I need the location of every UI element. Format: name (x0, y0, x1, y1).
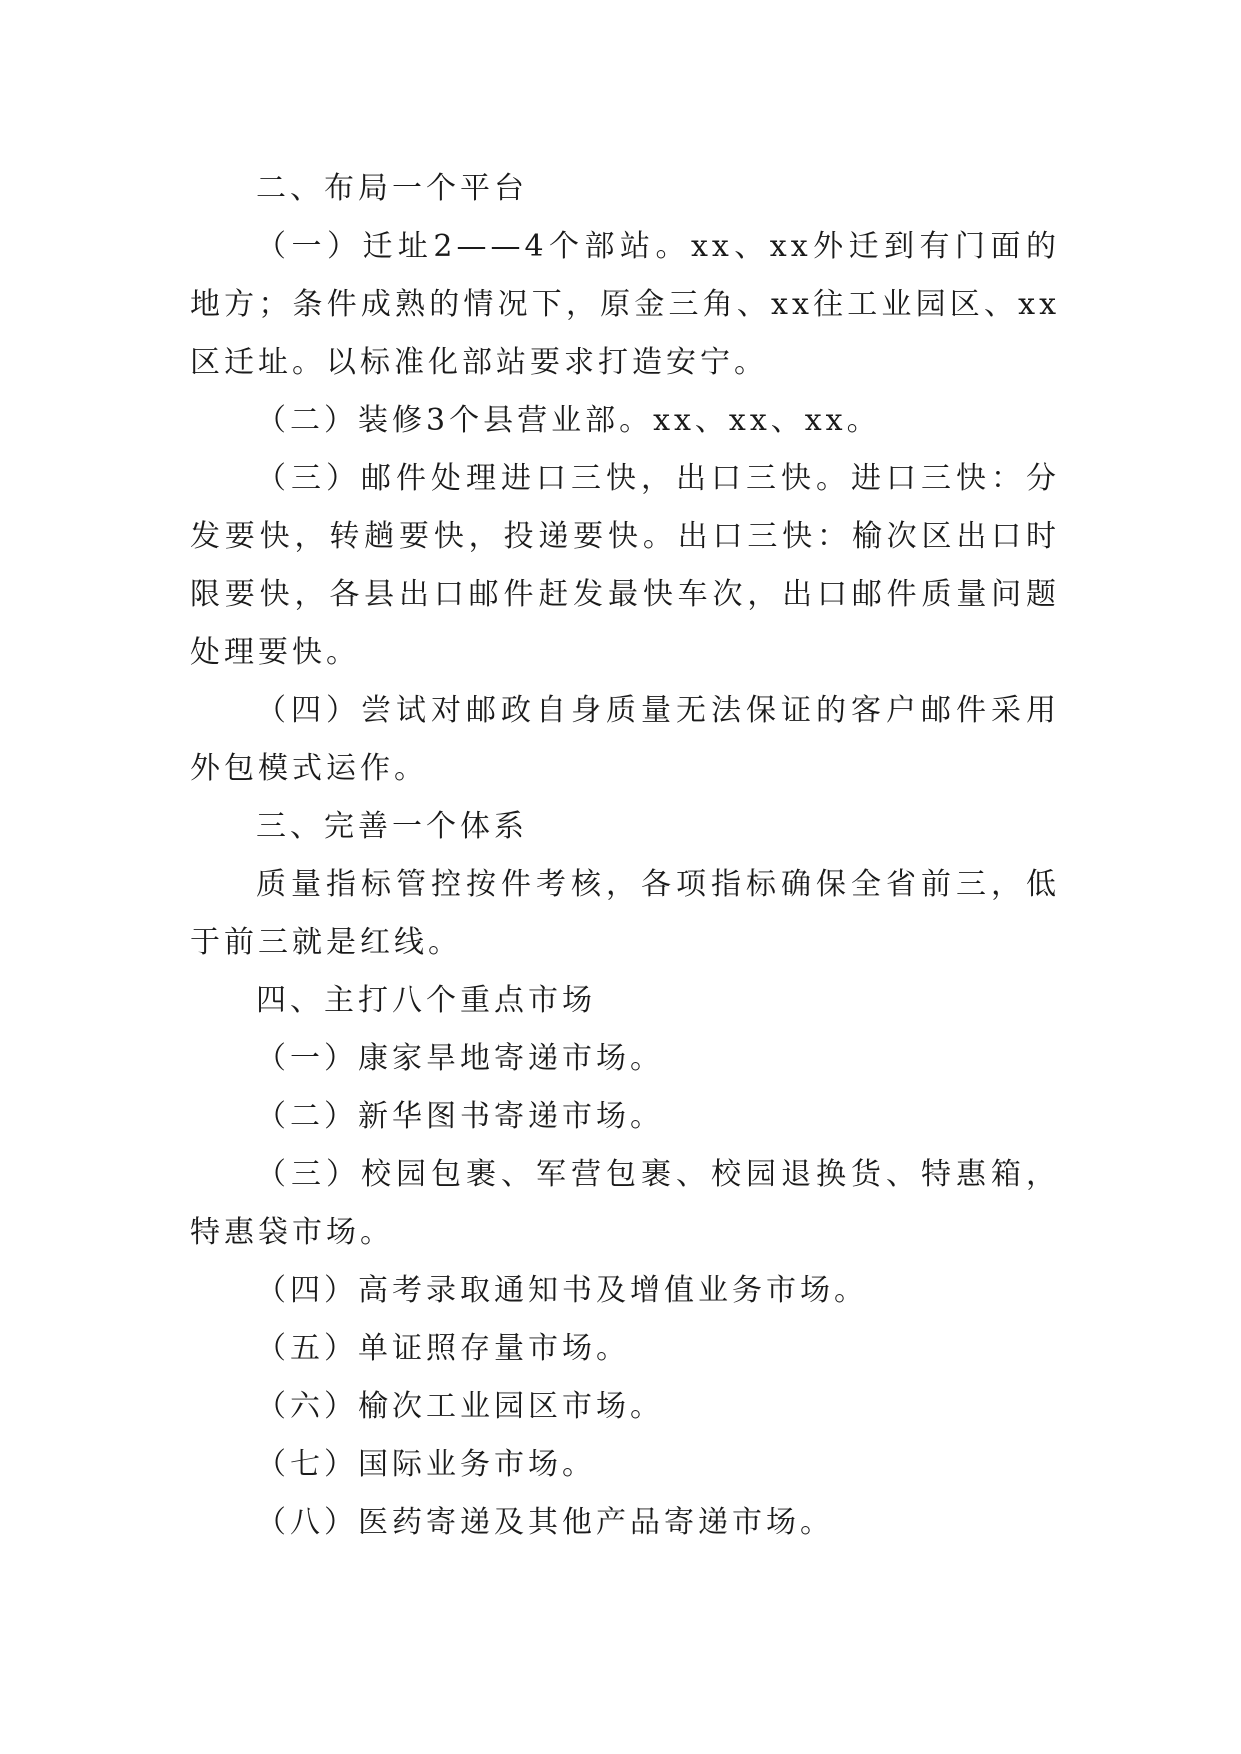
section-heading-platform: 二、布局一个平台 (256, 171, 528, 206)
paragraph-relocate-stations: （一）迁址2——4个部站。xx、xx外迁到有门面的地方；条件成熟的情况下，原金三角、xx往工业园区、xx区迁址。以标准化部站要求打造安宁。 (190, 229, 1060, 380)
document-body (190, 160, 1060, 1552)
paragraph-renovate-offices: （二）装修3个县营业部。xx、xx、xx。 (256, 403, 881, 438)
list-item-market-2: （二）新华图书寄递市场。 (256, 1099, 664, 1134)
paragraph-outsourcing: （四）尝试对邮政自身质量无法保证的客户邮件采用外包模式运作。 (190, 693, 1060, 786)
paragraph-mail-processing: （三）邮件处理进口三快，出口三快。进口三快：分发要快，转趟要快，投递要快。出口三快：榆次区出口时限要快，各县出口邮件赶发最快车次，出口邮件质量问题处理要快。 (190, 461, 1060, 670)
paragraph-quality-indicators: 质量指标管控按件考核，各项指标确保全省前三，低于前三就是红线。 (190, 867, 1060, 960)
list-item-market-7: （七）国际业务市场。 (256, 1447, 596, 1482)
list-item-market-8: （八）医药寄递及其他产品寄递市场。 (256, 1505, 834, 1540)
section-heading-markets: 四、主打八个重点市场 (256, 983, 596, 1018)
section-heading-system: 三、完善一个体系 (256, 809, 528, 844)
list-item-market-1: （一）康家旱地寄递市场。 (256, 1041, 664, 1076)
list-item-market-6: （六）榆次工业园区市场。 (256, 1389, 664, 1424)
list-item-market-4: （四）高考录取通知书及增值业务市场。 (256, 1273, 868, 1308)
list-item-market-5: （五）单证照存量市场。 (256, 1331, 630, 1366)
list-item-market-3: （三）校园包裹、军营包裹、校园退换货、特惠箱，特惠袋市场。 (190, 1157, 1060, 1250)
